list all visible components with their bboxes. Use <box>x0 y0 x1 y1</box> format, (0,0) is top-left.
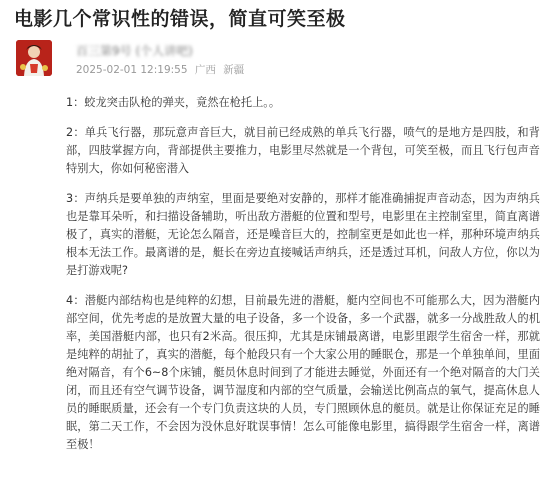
article-paragraph: 4：潜艇内部结构也是纯粹的幻想，目前最先进的潜艇，艇内空间也不可能那么大，因为潜艇内部空间，优先考虑的是放置大量的电子设备，多一个设备，多一个武器，就多一分战胜敌人的机率，美国潜艇内部，也只有2米高。很压抑，尤其是床铺最离谱，电影里跟学生宿舍一样，那就是纯粹的胡扯了，真实的潜艇，每个舱段只有一个大家公用的睡眠仓，那是一个单独单间，里面绝对隔音，有个6~8个床铺，艇员休息时间到了才能进去睡觉，外面还有一个绝对隔音的大门关闭，而且还有空气调节设备，调节湿度和内部的空气质量，会输送比例高点的氧气，提高休息人员的睡眠质量，还会有一个专门负责这块的人员，专门照顾休息的艇员。就是让你保证充足的睡眠，第二天工作，不会因为没休息好耽误事情！怎么可能像电影里，搞得跟学生宿舍一样，离谱至极！ <box>66 294 540 451</box>
article-paragraph: 3：声纳兵是要单独的声纳室，里面是要绝对安静的，那样才能准确捕捉声音动态，因为声纳兵也是靠耳朵听，和扫描设备辅助，听出敌方潜艇的位置和型号，电影里在主控制室里，简直离谱极了，真实的潜艇，无论怎么隔音，还是噪音巨大的，控制室更是如此也一样，那种环境声纳兵根本无法工作。最离谱的是，艇长在旁边直接喊话声纳兵，还是透过耳机，问敌人方位，你以为是打游戏呢? <box>66 192 540 277</box>
topic-link[interactable]: 新疆 <box>223 64 245 76</box>
publish-datetime: 2025-02-01 12:19:55 <box>76 64 188 76</box>
author-row <box>16 38 544 82</box>
avatar-icon[interactable] <box>16 40 52 76</box>
article-title: 电影几个常识性的错误，简直可笑至极 <box>14 8 346 30</box>
article-paragraph: 1：蛟龙突击队枪的弹夹，竟然在枪托上。。 <box>66 96 281 109</box>
author-name[interactable]: 百三第9号 (个人讲吧) <box>76 44 193 58</box>
publish-location: 广西 <box>194 64 216 76</box>
article-body <box>8 94 544 454</box>
article-meta <box>76 62 248 77</box>
article-paragraph: 2：单兵飞行器，那玩意声音巨大，就目前已经成熟的单兵飞行器，喷气的是地方是四肢，和背部，四肢掌握方向，背部提供主要推力，电影里尽然就是一个背包，可笑至极，而且飞行包声音特别大，你如何秘密潜入 <box>66 126 540 175</box>
